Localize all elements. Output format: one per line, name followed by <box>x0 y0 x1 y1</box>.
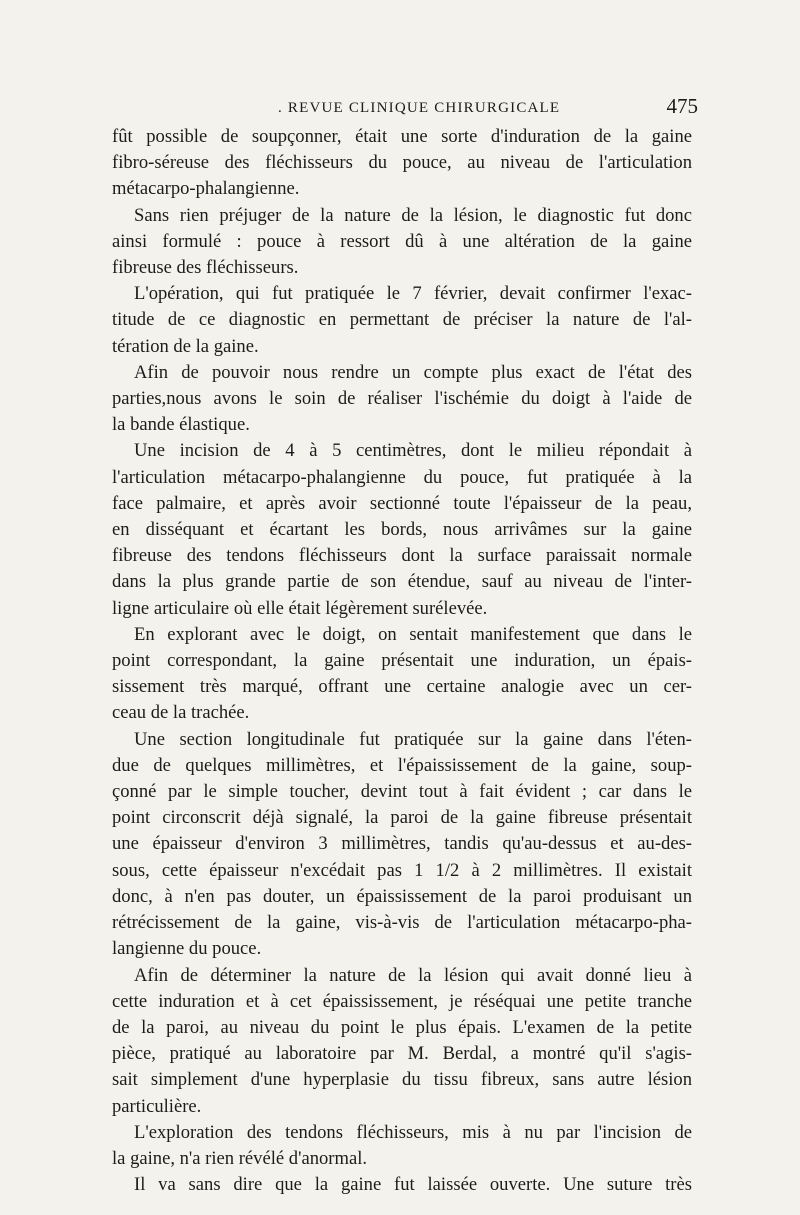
text-line: donc, à n'en pas douter, un épaississement de la paroi produisant un <box>112 885 692 907</box>
text-line: ceau de la trachée. <box>112 702 250 724</box>
book-page <box>112 94 698 1198</box>
text-line: Une section longitudinale fut pratiquée sur la gaine dans l'éten- <box>134 728 692 750</box>
text-line: en disséquant et écartant les bords, nous arrivâmes sur la gaine <box>112 519 692 541</box>
paragraph <box>112 203 692 282</box>
text-line: Sans rien préjuger de la nature de la lésion, le diagnostic fut donc <box>134 204 692 226</box>
paragraph <box>112 438 692 621</box>
text-line: fibro-séreuse des fléchisseurs du pouce, au niveau de l'articulation <box>112 152 692 174</box>
text-line: Une incision de 4 à 5 centimètres, dont le milieu répondait à <box>134 440 692 462</box>
paragraph <box>112 963 692 1120</box>
text-line: métacarpo-phalangienne. <box>112 178 300 200</box>
text-line: Afin de pouvoir nous rendre un compte plus exact de l'état des <box>134 361 692 383</box>
text-line: point correspondant, la gaine présentait une induration, un épais- <box>112 650 692 672</box>
paragraph <box>112 727 692 963</box>
page-header <box>112 94 698 124</box>
text-line: fibreuse des tendons fléchisseurs dont la surface paraissait normale <box>112 545 692 567</box>
text-line: de la paroi, au niveau du point le plus épais. L'examen de la petite <box>112 1016 692 1038</box>
text-line: Il va sans dire que la gaine fut laissée ouverte. Une suture très <box>134 1174 692 1196</box>
text-line: la bande élastique. <box>112 414 250 436</box>
text-line: sait simplement d'une hyperplasie du tissu fibreux, sans autre lésion <box>112 1069 692 1091</box>
text-line: la gaine, n'a rien révélé d'anormal. <box>112 1147 368 1169</box>
text-line: cette induration et à cet épaississement, je réséquai une petite tranche <box>112 990 692 1012</box>
paragraph <box>112 1120 692 1172</box>
text-line: fibreuse des fléchisseurs. <box>112 257 299 279</box>
paragraph <box>112 1172 692 1198</box>
text-line: face palmaire, et après avoir sectionné toute l'épaisseur de la peau, <box>112 492 692 514</box>
text-line: pièce, pratiqué au laboratoire par M. Berdal, a montré qu'il s'agis- <box>112 1043 692 1065</box>
text-line: sous, cette épaisseur n'excédait pas 1 1/2 à 2 millimètres. Il existait <box>112 859 692 881</box>
text-line: ligne articulaire où elle était légèrement surélevée. <box>112 597 488 619</box>
text-line: parties,nous avons le soin de réaliser l'ischémie du doigt à l'aide de <box>112 388 692 410</box>
text-line: L'opération, qui fut pratiquée le 7 février, devait confirmer l'exac- <box>134 283 692 305</box>
text-line: En explorant avec le doigt, on sentait manifestement que dans le <box>134 623 692 645</box>
text-line: tération de la gaine. <box>112 335 259 357</box>
text-line: point circonscrit déjà signalé, la paroi de la gaine fibreuse présentait <box>112 807 692 829</box>
text-line: fût possible de soupçonner, était une sorte d'induration de la gaine <box>112 126 692 147</box>
text-line: une épaisseur d'environ 3 millimètres, tandis qu'au-dessus et au-des- <box>112 833 692 855</box>
text-line: dans la plus grande partie de son étendue, sauf au niveau de l'inter- <box>112 571 692 593</box>
text-line: sissement très marqué, offrant une certaine analogie avec un cer- <box>112 676 692 698</box>
paragraph <box>112 281 692 360</box>
paragraph <box>112 360 692 439</box>
paragraph <box>112 124 692 203</box>
running-title: . REVUE CLINIQUE CHIRURGICALE <box>278 100 561 116</box>
text-line: Afin de déterminer la nature de la lésion qui avait donné lieu à <box>134 964 692 986</box>
text-line: çonné par le simple toucher, devint tout à fait évident ; car dans le <box>112 781 692 803</box>
text-line: langienne du pouce. <box>112 938 262 960</box>
text-line: L'exploration des tendons fléchisseurs, mis à nu par l'incision de <box>134 1121 692 1143</box>
text-line: particulière. <box>112 1095 202 1117</box>
text-line: l'articulation métacarpo-phalangienne du pouce, fut pratiquée à la <box>112 466 692 488</box>
page-number: 475 <box>666 94 698 118</box>
text-line: due de quelques millimètres, et l'épaississement de la gaine, soup- <box>112 754 692 776</box>
text-line: ainsi formulé : pouce à ressort dû à une altération de la gaine <box>112 230 692 252</box>
text-line: rétrécissement de la gaine, vis-à-vis de l'articulation métacarpo-pha- <box>112 912 692 934</box>
text-line: titude de ce diagnostic en permettant de préciser la nature de l'al- <box>112 309 692 331</box>
body-text <box>112 124 692 1198</box>
paragraph <box>112 622 692 727</box>
